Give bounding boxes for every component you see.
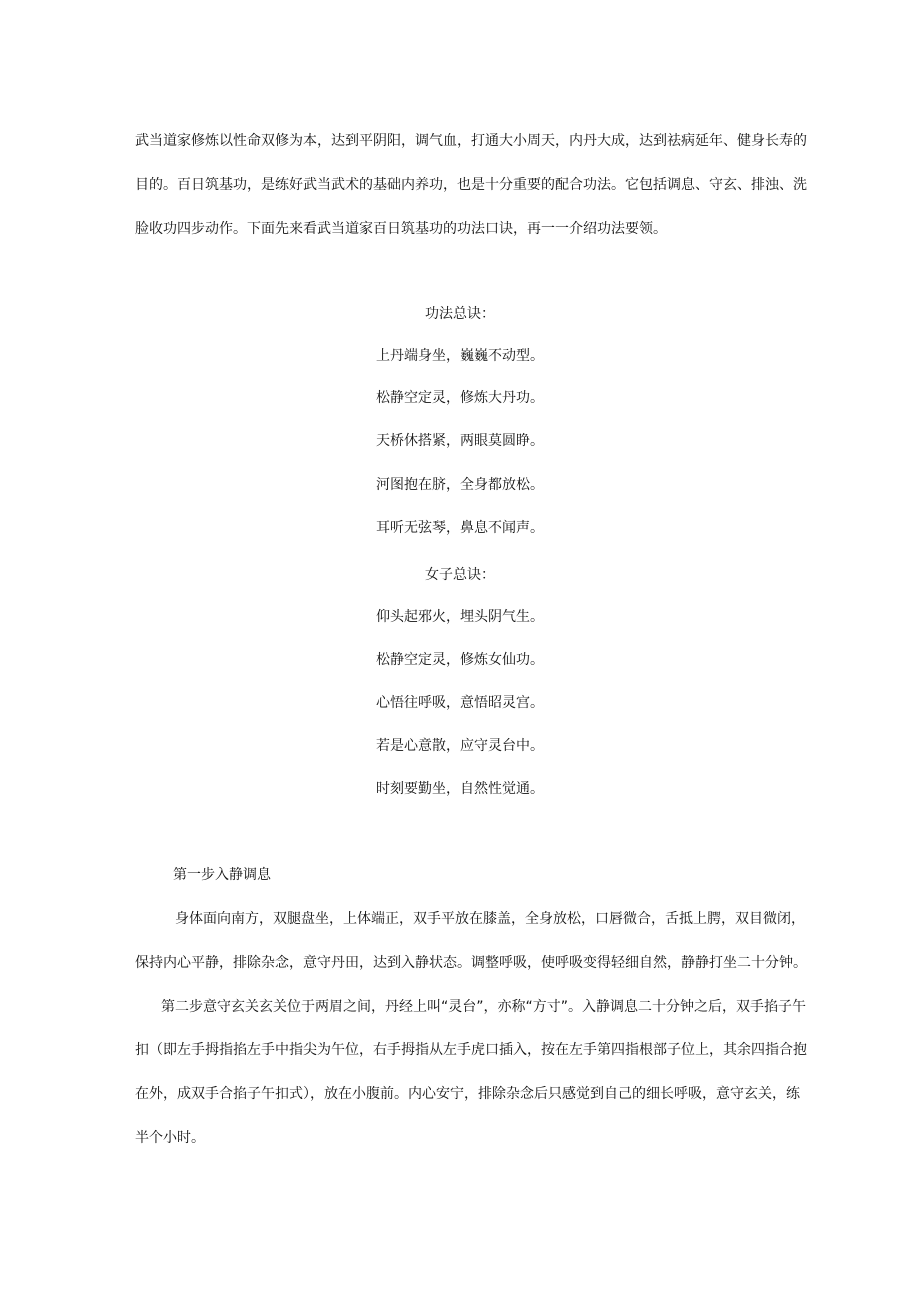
verse-line: 心悟往呼吸，意悟昭灵宫。 [376,695,544,711]
step1-line: 身体面向南方，双腿盘坐，上体端正，双手平放在膝盖，全身放松，口唇微合，舌抵上腭，双目微闭， [175,911,805,927]
verse-title: 女子总诀： [425,567,495,583]
step1-line: 保持内心平静，排除杂念，意守丹田，达到入静状态。调整呼吸，使呼吸变得轻细自然，静静打坐二十分钟。 [135,955,807,971]
intro-line: 武当道家修炼以性命双修为本，达到平阴阳，调气血，打通大小周天，内丹大成，达到祛病延年、健身长寿的 [135,133,807,149]
verse-line: 时刻要勤坐，自然性觉通。 [376,781,544,797]
verse-line: 松静空定灵，修炼大丹功。 [376,390,544,406]
verse-line: 河图抱在脐，全身都放松。 [376,477,544,493]
intro-line: 目的。百日筑基功，是练好武当武术的基础内养功，也是十分重要的配合功法。它包括调息、守玄、排浊、洗 [135,177,807,193]
verse-line: 若是心意散，应守灵台中。 [376,738,544,754]
intro-line: 脸收功四步动作。下面先来看武当道家百日筑基功的功法口诀，再一一介绍功法要领。 [135,221,667,237]
step2-line: 半个小时。 [135,1130,205,1146]
verse-title: 功法总诀： [425,306,495,322]
verse-line: 上丹端身坐，巍巍不动型。 [376,348,544,364]
verse-line: 松静空定灵，修炼女仙功。 [376,652,544,668]
step1-heading: 第一步入静调息 [173,867,271,883]
verse-line: 耳听无弦琴，鼻息不闻声。 [376,520,544,536]
verse-line: 天桥休搭紧，两眼莫圆睁。 [376,433,544,449]
step2-line: 在外，成双手合掐子午扣式），放在小腹前。内心安宁，排除杂念后只感觉到自己的细长呼吸，意守玄关，练 [135,1086,800,1102]
step2-line: 第二步意守玄关玄关位于两眉之间，丹经上叫“灵台”，亦称“方寸”。入静调息二十分钟之后，双手掐子午 [161,999,807,1015]
verse-line: 仰头起邪火，埋头阴气生。 [376,609,544,625]
step2-line: 扣（即左手拇指掐左手中指尖为午位，右手拇指从左手虎口插入，按在左手第四指根部子位上，其余四指合抱 [135,1042,807,1058]
